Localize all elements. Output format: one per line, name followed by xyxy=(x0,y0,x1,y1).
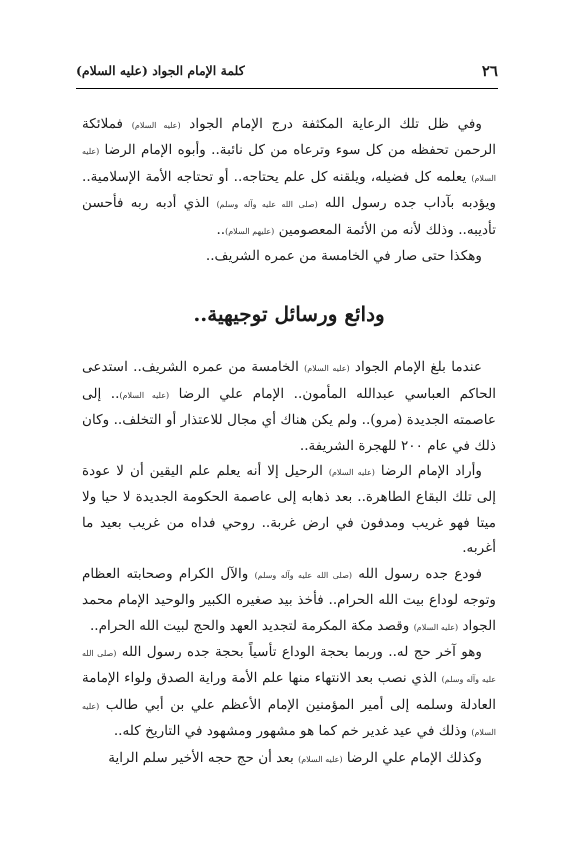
paragraph xyxy=(82,355,496,459)
honorific: (صلى الله عليه وآله وسلم) xyxy=(254,570,352,580)
text-run: وأراد الإمام الرضا xyxy=(380,463,482,480)
text-run: والآل الكرام وصحابته العظام وتوجه لوداع بيت الله الحرام.. فأخذ بيد صغيره الكبير والوحيد الإمام محمد الجواد xyxy=(82,565,496,634)
text-run: بعد أن حج حجه الأخير سلم الراية xyxy=(108,749,294,766)
honorific: (عليه السلام) xyxy=(131,121,181,130)
paragraph xyxy=(82,459,496,562)
text-run: الخامسة من عمره الشريف.. استدعى الحاكم العباسي عبدالله المأمون.. الإمام علي الرضا xyxy=(82,359,496,402)
text-run: .. إلى عاصمته الجديدة (مرو).. ولم يكن هناك أي مجال للاعتذار أو التخلف.. وكان ذلك في عام ٢٠٠ للهجرة الشريفة.. xyxy=(82,385,496,454)
paragraph xyxy=(82,244,496,269)
text-run: وهو آخر حج له.. وربما بحجة الوداع تأسياً بحجة جده رسول الله xyxy=(121,643,482,660)
honorific: (عليه السلام) xyxy=(82,701,496,738)
book-title: كلمة الإمام الجواد (عليه السلام) xyxy=(76,63,245,78)
text-run: فملائكة الرحمن تحفظه من كل سوء وترعاه من كل نائبة.. وأبوه الإمام الرضا xyxy=(82,116,496,159)
text-run: الذي نصب بعد الانتهاء منها علم الأمة وراية الصدق ولواء الإمامة العادلة وسلمه إلى أمير المؤمنين الإمام الأعظم علي بن أبي طالب xyxy=(82,670,496,713)
running-head xyxy=(76,62,498,82)
text-run: وقصد مكة المكرمة لتجديد العهد والحج لبيت الله الحرام.. xyxy=(89,617,410,634)
honorific: (عليه السلام) xyxy=(119,390,170,400)
text-run: يعلمه كل فضيله، ويلقنه كل علم يحتاجه.. أو تحتاجه الأمة الإسلامية.. ويؤدبه بآداب جده رسول الله xyxy=(82,168,496,212)
paragraph xyxy=(82,562,496,640)
paragraph xyxy=(82,112,496,244)
text-run: الذي أدبه ربه فأحسن تأديبه.. وذلك لأنه من الأئمة المعصومين xyxy=(82,195,496,238)
text-run: فودع جده رسول الله xyxy=(358,565,482,582)
header-rule xyxy=(76,88,498,89)
honorific: (صلى الله عليه وآله وسلم) xyxy=(82,648,496,685)
text-run: عندما بلغ الإمام الجواد xyxy=(354,359,483,376)
text-run: .. xyxy=(216,221,226,238)
paragraph xyxy=(82,640,496,746)
section-heading: ودائع ورسائل توجيهية.. xyxy=(193,302,385,327)
body-text xyxy=(82,112,496,772)
text-run: وهكذا حتى صار في الخامسة من عمره الشريف.. xyxy=(205,248,482,265)
text-run: الرحيل إلا أنه يعلم علم اليقين أن لا عودة إلى تلك البقاع الطاهرة.. بعد ذهابه إلى عاصمة الحكومة الجديدة لا حيا ولا ميتا فهو غريب ومدفون في ارض غربة.. روحي فداه من غريب بعيد ما أغربه. xyxy=(82,463,496,557)
honorific: (عليه السلام) xyxy=(328,468,375,478)
honorific: (عليه السلام) xyxy=(82,147,497,183)
text-run: وفي ظل تلك الرعاية المكثفة درج الإمام الجواد xyxy=(189,116,482,132)
text-run: وذلك في عيد غدير خم كما هو مشهور ومشهود في التاريخ كله.. xyxy=(113,723,468,740)
paragraph xyxy=(82,746,496,772)
text-run: وكذلك الإمام علي الرضا xyxy=(346,749,482,766)
page-number: ٢٦ xyxy=(481,62,498,80)
honorific: (عليه السلام) xyxy=(298,754,343,764)
honorific: (صلى الله عليه وآله وسلم) xyxy=(216,200,318,210)
honorific: (عليه السلام) xyxy=(413,622,459,632)
honorific: (عليهم السلام) xyxy=(225,226,275,236)
honorific: (عليه السلام) xyxy=(304,364,350,374)
